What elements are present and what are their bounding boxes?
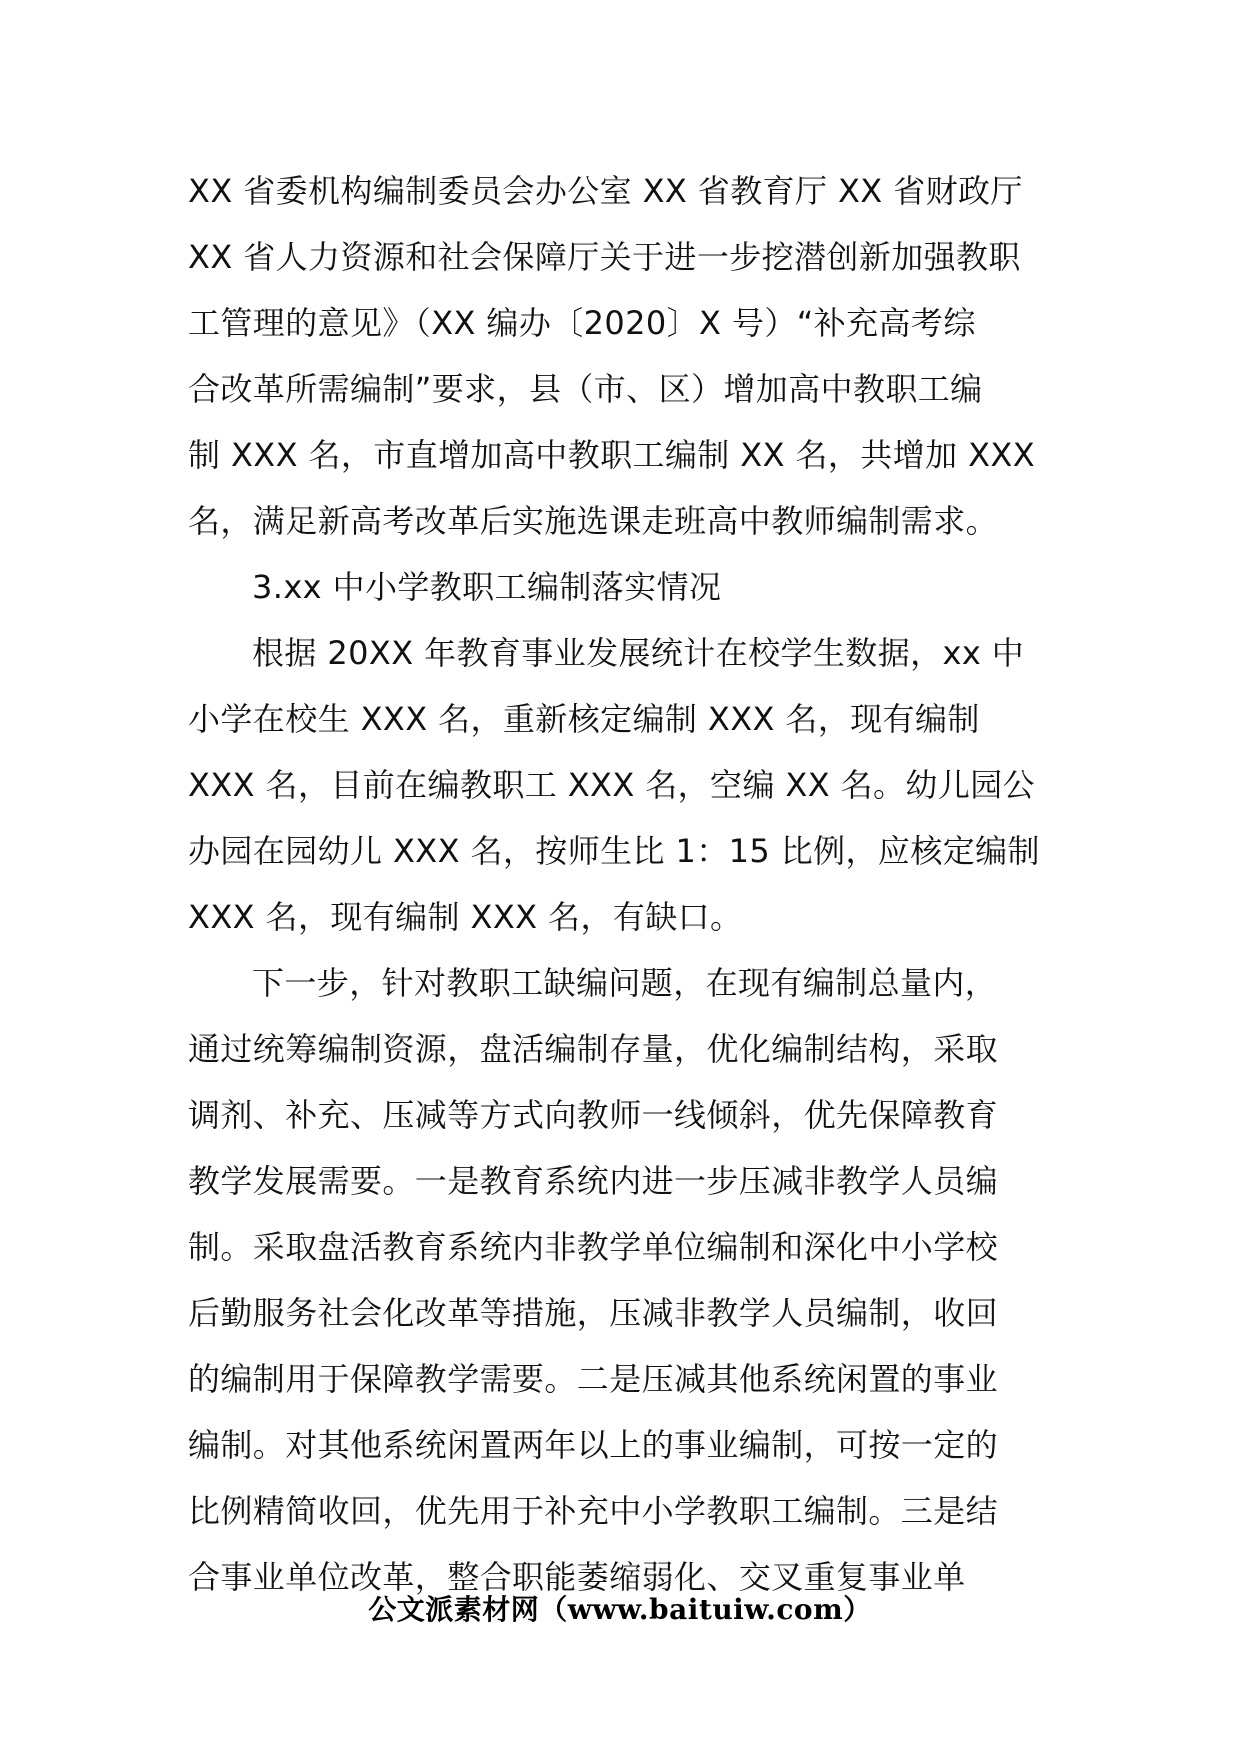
text-line: 根据 20XX 年教育事业发展统计在校学生数据，xx 中	[252, 634, 1025, 672]
text-line: 通过统筹编制资源，盘活编制存量，优化编制结构，采取	[188, 1030, 999, 1068]
text-line: XX 省人力资源和社会保障厅关于进一步挖潜创新加强教职	[188, 238, 1021, 276]
text-line: XX 省委机构编制委员会办公室 XX 省教育厅 XX 省财政厅	[188, 172, 1023, 210]
text-line: 的编制用于保障教学需要。二是压减其他系统闲置的事业	[188, 1360, 999, 1398]
text-line: 工管理的意见》（XX 编办〔2020〕X 号）“补充高考综	[188, 304, 976, 342]
document-body	[188, 158, 1058, 1610]
section-heading: 3.xx 中小学教职工编制落实情况	[252, 568, 722, 606]
text-line: 下一步，针对教职工缺编问题，在现有编制总量内，	[252, 964, 998, 1002]
text-line: 编制。对其他系统闲置两年以上的事业编制，可按一定的	[188, 1426, 999, 1464]
text-line: 名，满足新高考改革后实施选课走班高中教师编制需求。	[188, 502, 999, 540]
text-line: 办园在园幼儿 XXX 名，按师生比 1：15 比例，应核定编制	[188, 832, 1040, 870]
text-line: XXX 名，目前在编教职工 XXX 名，空编 XX 名。幼儿园公	[188, 766, 1036, 804]
text-line: 比例精简收回，优先用于补充中小学教职工编制。三是结	[188, 1492, 999, 1530]
text-line: 小学在校生 XXX 名，重新核定编制 XXX 名，现有编制	[188, 700, 980, 738]
footer-watermark: 公文派素材网（www.baituiw.com）	[368, 1593, 872, 1626]
text-line: 制。采取盘活教育系统内非教学单位编制和深化中小学校	[188, 1228, 999, 1266]
text-line: 制 XXX 名，市直增加高中教职工编制 XX 名，共增加 XXX	[188, 436, 1036, 474]
text-line: XXX 名，现有编制 XXX 名，有缺口。	[188, 898, 743, 936]
text-line: 教学发展需要。一是教育系统内进一步压减非教学人员编	[188, 1162, 999, 1200]
text-line: 合改革所需编制”要求，县（市、区）增加高中教职工编	[188, 370, 983, 408]
text-line: 后勤服务社会化改革等措施，压减非教学人员编制，收回	[188, 1294, 999, 1332]
text-line: 合事业单位改革，整合职能萎缩弱化、交叉重复事业单	[188, 1558, 966, 1596]
text-line: 调剂、补充、压减等方式向教师一线倾斜，优先保障教育	[188, 1096, 999, 1134]
